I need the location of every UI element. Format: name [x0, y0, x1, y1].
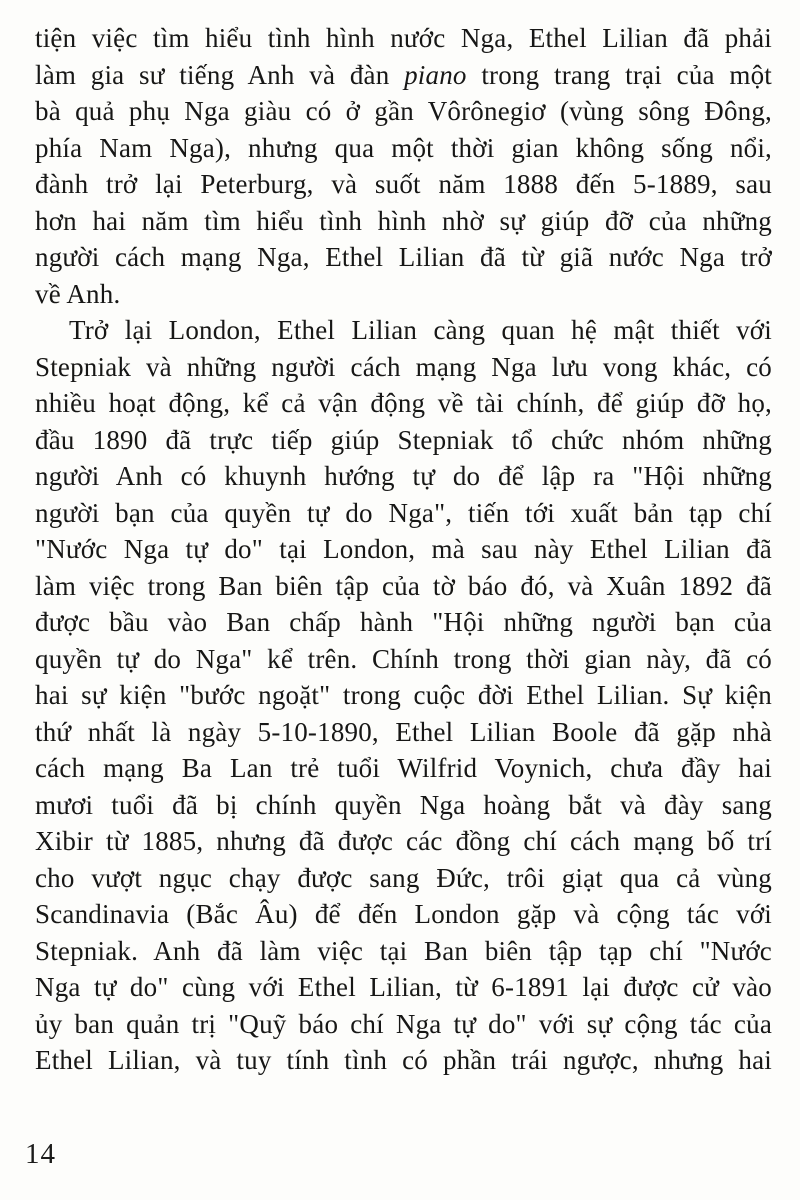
text-run: Trở lại London, Ethel Lilian càng quan hệ mật thiết với [69, 315, 772, 345]
text-line [35, 714, 772, 751]
text-line [35, 969, 772, 1006]
text-run: Xibir từ 1885, nhưng đã được các đồng chí cách mạng bố trí [35, 826, 772, 856]
text-line [35, 349, 772, 386]
text-run: hai sự kiện "bước ngoặt" trong cuộc đời Ethel Lilian. Sự kiện [35, 680, 772, 710]
text-run: Stepniak và những người cách mạng Nga lưu vong khác, có [35, 351, 772, 382]
text-run: Nga tự do" cùng với Ethel Lilian, từ 6-1891 lại được cử vào [35, 972, 772, 1002]
text-run: thứ nhất là ngày 5-10-1890, Ethel Lilian Boole đã gặp nhà [35, 716, 772, 747]
text-line [35, 166, 772, 203]
text-line [35, 896, 772, 933]
text-run: tiện việc tìm hiểu tình hình nước Nga, Ethel Lilian đã phải [35, 23, 772, 53]
page-number: 14 [25, 1138, 56, 1170]
text-run: phía Nam Nga), nhưng qua một thời gian không sống nổi, [35, 132, 772, 163]
text-line [35, 422, 772, 459]
text-line [35, 20, 772, 57]
text-line [35, 641, 772, 678]
text-line [35, 860, 772, 897]
text-run: làm gia sư tiếng Anh và đàn [35, 59, 405, 90]
text-run: người Anh có khuynh hướng tự do để lập ra "Hội những [35, 461, 772, 491]
text-run: Stepniak. Anh đã làm việc tại Ban biên tập tạp chí "Nước [35, 935, 772, 966]
text-line [35, 604, 772, 641]
text-run: ủy ban quản trị "Quỹ báo chí Nga tự do" với sự cộng tác của [35, 1008, 772, 1039]
text-line [35, 276, 772, 313]
text-line [35, 385, 772, 422]
text-run: đầu 1890 đã trực tiếp giúp Stepniak tổ chức nhóm những [35, 424, 772, 455]
text-line [35, 823, 772, 860]
text-line [35, 787, 772, 824]
text-line [35, 750, 772, 787]
text-line [35, 130, 772, 167]
text-run: nhiều hoạt động, kể cả vận động về tài chính, để giúp đỡ họ, [35, 388, 772, 418]
text-line [35, 57, 772, 94]
text-run: đành trở lại Peterburg, và suốt năm 1888 đến 5-1889, sau [35, 169, 772, 199]
text-run: bà quả phụ Nga giàu có ở gần Vôrônegiơ (vùng sông Đông, [35, 96, 772, 126]
text-line [35, 312, 772, 349]
text-run: hơn hai năm tìm hiểu tình hình nhờ sự giúp đỡ của những [35, 205, 772, 236]
text-line [35, 531, 772, 568]
text-line [35, 677, 772, 714]
text-run: "Nước Nga tự do" tại London, mà sau này Ethel Lilian đã [35, 534, 772, 564]
text-run: được bầu vào Ban chấp hành "Hội những người bạn của [35, 607, 772, 637]
text-line [35, 203, 772, 240]
text-line [35, 458, 772, 495]
text-run: người cách mạng Nga, Ethel Lilian đã từ giã nước Nga trở [35, 242, 772, 272]
text-line [35, 1006, 772, 1043]
text-line [35, 495, 772, 532]
text-line [35, 93, 772, 130]
text-line [35, 568, 772, 605]
text-line [35, 1042, 772, 1079]
text-run: Ethel Lilian, và tuy tính tình có phần trái ngược, nhưng hai [35, 1045, 772, 1075]
text-run: người bạn của quyền tự do Nga", tiến tới xuất bản tạp chí [35, 497, 772, 528]
text-run: quyền tự do Nga" kể trên. Chính trong thời gian này, đã có [35, 643, 772, 674]
text-run: cách mạng Ba Lan trẻ tuổi Wilfrid Voynich, chưa đầy hai [35, 753, 772, 783]
text-run: trong trang trại của một [466, 59, 772, 90]
text-line [35, 933, 772, 970]
text-run: về Anh. [35, 278, 121, 309]
text-line [35, 239, 772, 276]
text-run: làm việc trong Ban biên tập của tờ báo đó, và Xuân 1892 đã [35, 570, 772, 601]
page-text [35, 20, 772, 1079]
text-run: piano [404, 59, 467, 90]
text-run: mươi tuổi đã bị chính quyền Nga hoàng bắt và đày sang [35, 789, 772, 820]
text-run: Scandinavia (Bắc Âu) để đến London gặp và cộng tác với [35, 899, 772, 929]
text-run: cho vượt ngục chạy được sang Đức, trôi giạt qua cả vùng [35, 862, 772, 893]
